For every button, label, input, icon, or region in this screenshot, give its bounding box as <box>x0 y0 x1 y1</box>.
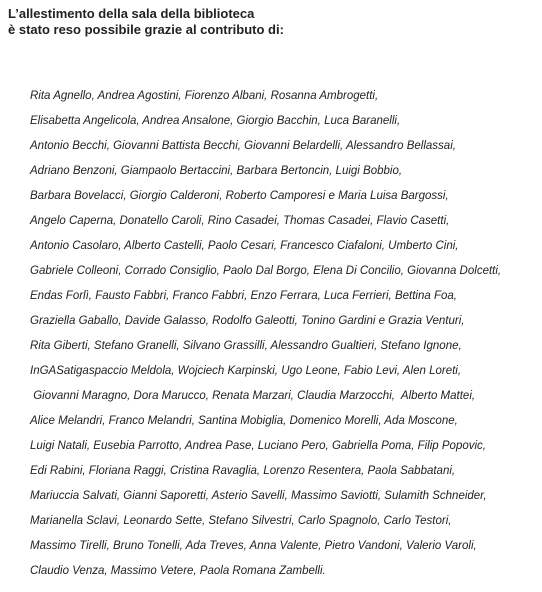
contributors-line: Angelo Caperna, Donatello Caroli, Rino Casadei, Thomas Casadei, Flavio Casetti, <box>30 215 450 227</box>
contributors-line: Rita Agnello, Andrea Agostini, Fiorenzo Albani, Rosanna Ambrogetti, <box>30 90 379 102</box>
page-heading <box>8 6 284 38</box>
contributors-line: Rita Giberti, Stefano Granelli, Silvano Grassilli, Alessandro Gualtieri, Stefano Ignone, <box>30 340 462 352</box>
contributors-line: Luigi Natali, Eusebia Parrotto, Andrea Pase, Luciano Pero, Gabriella Poma, Filip Popovic, <box>30 440 486 452</box>
heading-line-2: è stato reso possibile grazie al contributo di: <box>8 22 284 37</box>
contributors-line: Gabriele Colleoni, Corrado Consiglio, Paolo Dal Borgo, Elena Di Concilio, Giovanna Dolcetti, <box>30 265 502 277</box>
heading-line-1: L’allestimento della sala della biblioteca <box>8 6 255 21</box>
contributors-line: Mariuccia Salvati, Gianni Saporetti, Asterio Savelli, Massimo Saviotti, Sulamith Schneider, <box>30 490 487 502</box>
contributors-line: InGASatigaspaccio Meldola, Wojciech Karpinski, Ugo Leone, Fabio Levi, Alen Loreti, <box>30 365 462 377</box>
contributors-line: Marianella Sclavi, Leonardo Sette, Stefano Silvestri, Carlo Spagnolo, Carlo Testori, <box>30 515 452 527</box>
contributors-line: Adriano Benzoni, Giampaolo Bertaccini, Barbara Bertoncin, Luigi Bobbio, <box>30 165 403 177</box>
contributors-line: Giovanni Maragno, Dora Marucco, Renata Marzari, Claudia Marzocchi, Alberto Mattei, <box>30 390 476 402</box>
contributors-line: Antonio Becchi, Giovanni Battista Becchi, Giovanni Belardelli, Alessandro Bellassai, <box>30 140 456 152</box>
contributors-list <box>30 84 501 584</box>
contributors-line: Barbara Bovelacci, Giorgio Calderoni, Roberto Camporesi e Maria Luisa Bargossi, <box>30 190 449 202</box>
contributors-line: Antonio Casolaro, Alberto Castelli, Paolo Cesari, Francesco Ciafaloni, Umberto Cini, <box>30 240 459 252</box>
contributors-line: Endas Forlì, Fausto Fabbri, Franco Fabbri, Enzo Ferrara, Luca Ferrieri, Bettina Foa, <box>30 290 457 302</box>
contributors-line: Alice Melandri, Franco Melandri, Santina Mobiglia, Domenico Morelli, Ada Moscone, <box>30 415 458 427</box>
contributors-line: Graziella Gaballo, Davide Galasso, Rodolfo Galeotti, Tonino Gardini e Grazia Venturi, <box>30 315 465 327</box>
contributors-line: Massimo Tirelli, Bruno Tonelli, Ada Treves, Anna Valente, Pietro Vandoni, Valerio Varoli, <box>30 540 477 552</box>
contributors-line: Claudio Venza, Massimo Vetere, Paola Romana Zambelli. <box>30 565 326 577</box>
contributors-line: Edi Rabini, Floriana Raggi, Cristina Ravaglia, Lorenzo Resentera, Paola Sabbatani, <box>30 465 456 477</box>
contributors-line: Elisabetta Angelicola, Andrea Ansalone, Giorgio Bacchin, Luca Baranelli, <box>30 115 401 127</box>
